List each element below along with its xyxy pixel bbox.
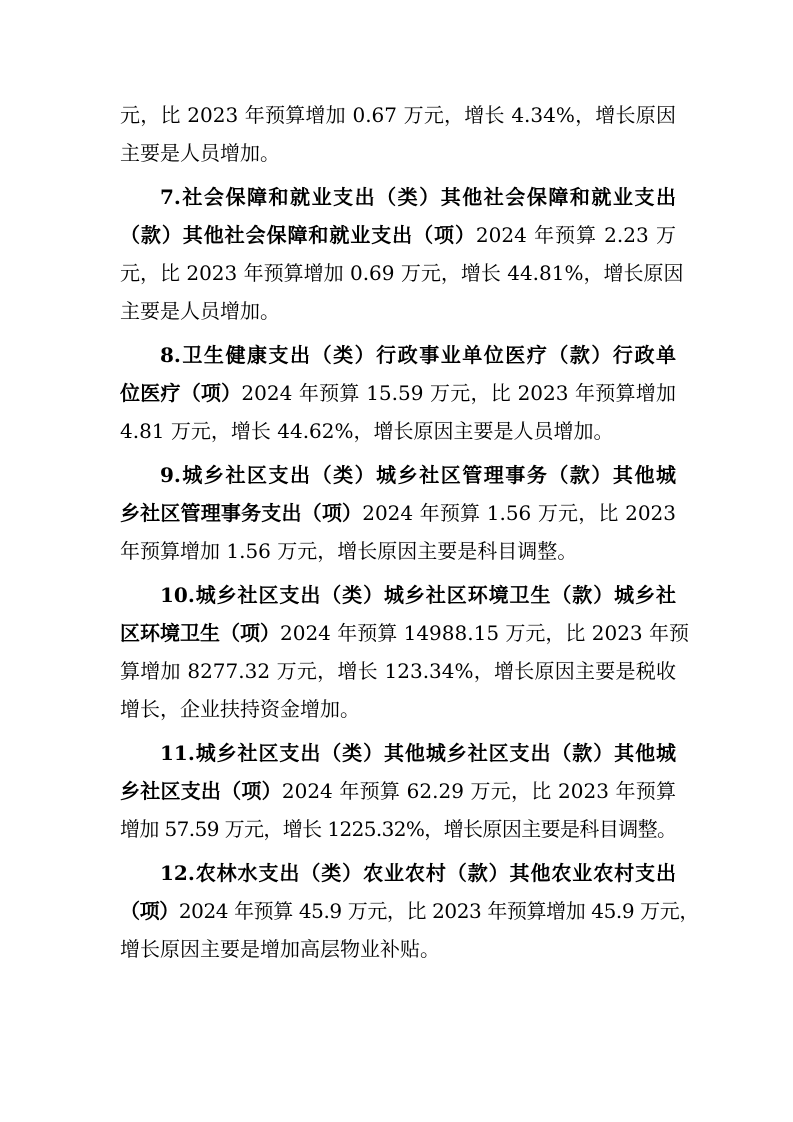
item-heading: 12.农林水支出（类）农业农村（款）其他农业农村支出 [160, 861, 676, 885]
text-line [120, 810, 676, 848]
text-line [120, 614, 690, 652]
text-run: 2024 年预算 45.9 万元，比 2023 年预算增加 45.9 万元， [178, 899, 699, 923]
item-heading: （项） [120, 899, 179, 923]
text-line [120, 772, 676, 810]
text-line [120, 178, 676, 216]
text-run: 2024 年预算 2.23 万 [475, 223, 676, 247]
text-run: 增加 57.59 万元，增长 1225.32%，增长原因主要是科目调整。 [120, 817, 677, 841]
text-run: 2024 年预算 15.59 万元，比 2023 年预算增加 [241, 381, 676, 405]
text-line [120, 892, 699, 930]
text-line [120, 532, 676, 570]
paragraph-item-11 [120, 734, 676, 848]
paragraph-item-9 [120, 456, 676, 570]
text-run: 年预算增加 1.56 万元，增长原因主要是科目调整。 [120, 539, 578, 563]
item-heading: 8.卫生健康支出（类）行政事业单位医疗（款）行政单 [160, 343, 676, 367]
text-line [120, 734, 676, 772]
text-run: 4.81 万元，增长 44.62%，增长原因主要是人员增加。 [120, 419, 614, 443]
text-run: 增长原因主要是增加高层物业补贴。 [120, 937, 440, 961]
paragraph-continuation [120, 96, 676, 172]
text-line [120, 336, 676, 374]
text-line [120, 456, 676, 494]
item-heading: 乡社区支出（项） [120, 779, 282, 803]
text-line [120, 576, 676, 614]
text-run: 2024 年预算 62.29 万元，比 2023 年预算 [281, 779, 676, 803]
text-run: 元，比 2023 年预算增加 0.69 万元，增长 44.81%，增长原因 [120, 261, 684, 285]
text-run: 主要是人员增加。 [120, 141, 280, 165]
text-line [120, 374, 676, 412]
text-line [120, 292, 676, 330]
paragraph-item-8 [120, 336, 676, 450]
text-line [120, 652, 676, 690]
text-run: 增长，企业扶持资金增加。 [120, 697, 360, 721]
text-line [120, 254, 684, 292]
text-line [120, 412, 676, 450]
text-line [120, 930, 676, 968]
item-heading: 区环境卫生（项） [120, 621, 280, 645]
text-run: 2024 年预算 1.56 万元，比 2023 [362, 501, 677, 525]
text-line [120, 96, 676, 134]
text-line [120, 216, 676, 254]
text-line [120, 134, 676, 172]
paragraph-item-10 [120, 576, 690, 728]
item-heading: 位医疗（项） [120, 381, 242, 405]
text-line [120, 494, 676, 532]
paragraph-item-7 [120, 178, 684, 330]
text-run: 算增加 8277.32 万元，增长 123.34%，增长原因主要是税收 [120, 659, 676, 683]
paragraph-item-12 [120, 854, 699, 968]
item-heading: （款）其他社会保障和就业支出（项） [120, 223, 476, 247]
text-line [120, 690, 676, 728]
text-line [120, 854, 676, 892]
item-heading: 9.城乡社区支出（类）城乡社区管理事务（款）其他城 [160, 463, 676, 487]
text-run: 元，比 2023 年预算增加 0.67 万元，增长 4.34%，增长原因 [120, 103, 676, 127]
item-heading: 7.社会保障和就业支出（类）其他社会保障和就业支出 [160, 185, 676, 209]
text-run: 2024 年预算 14988.15 万元，比 2023 年预 [280, 621, 690, 645]
text-run: 主要是人员增加。 [120, 299, 280, 323]
item-heading: 11.城乡社区支出（类）其他城乡社区支出（款）其他城 [160, 741, 676, 765]
item-heading: 10.城乡社区支出（类）城乡社区环境卫生（款）城乡社 [160, 583, 676, 607]
document-page [120, 96, 699, 974]
item-heading: 乡社区管理事务支出（项） [120, 501, 363, 525]
